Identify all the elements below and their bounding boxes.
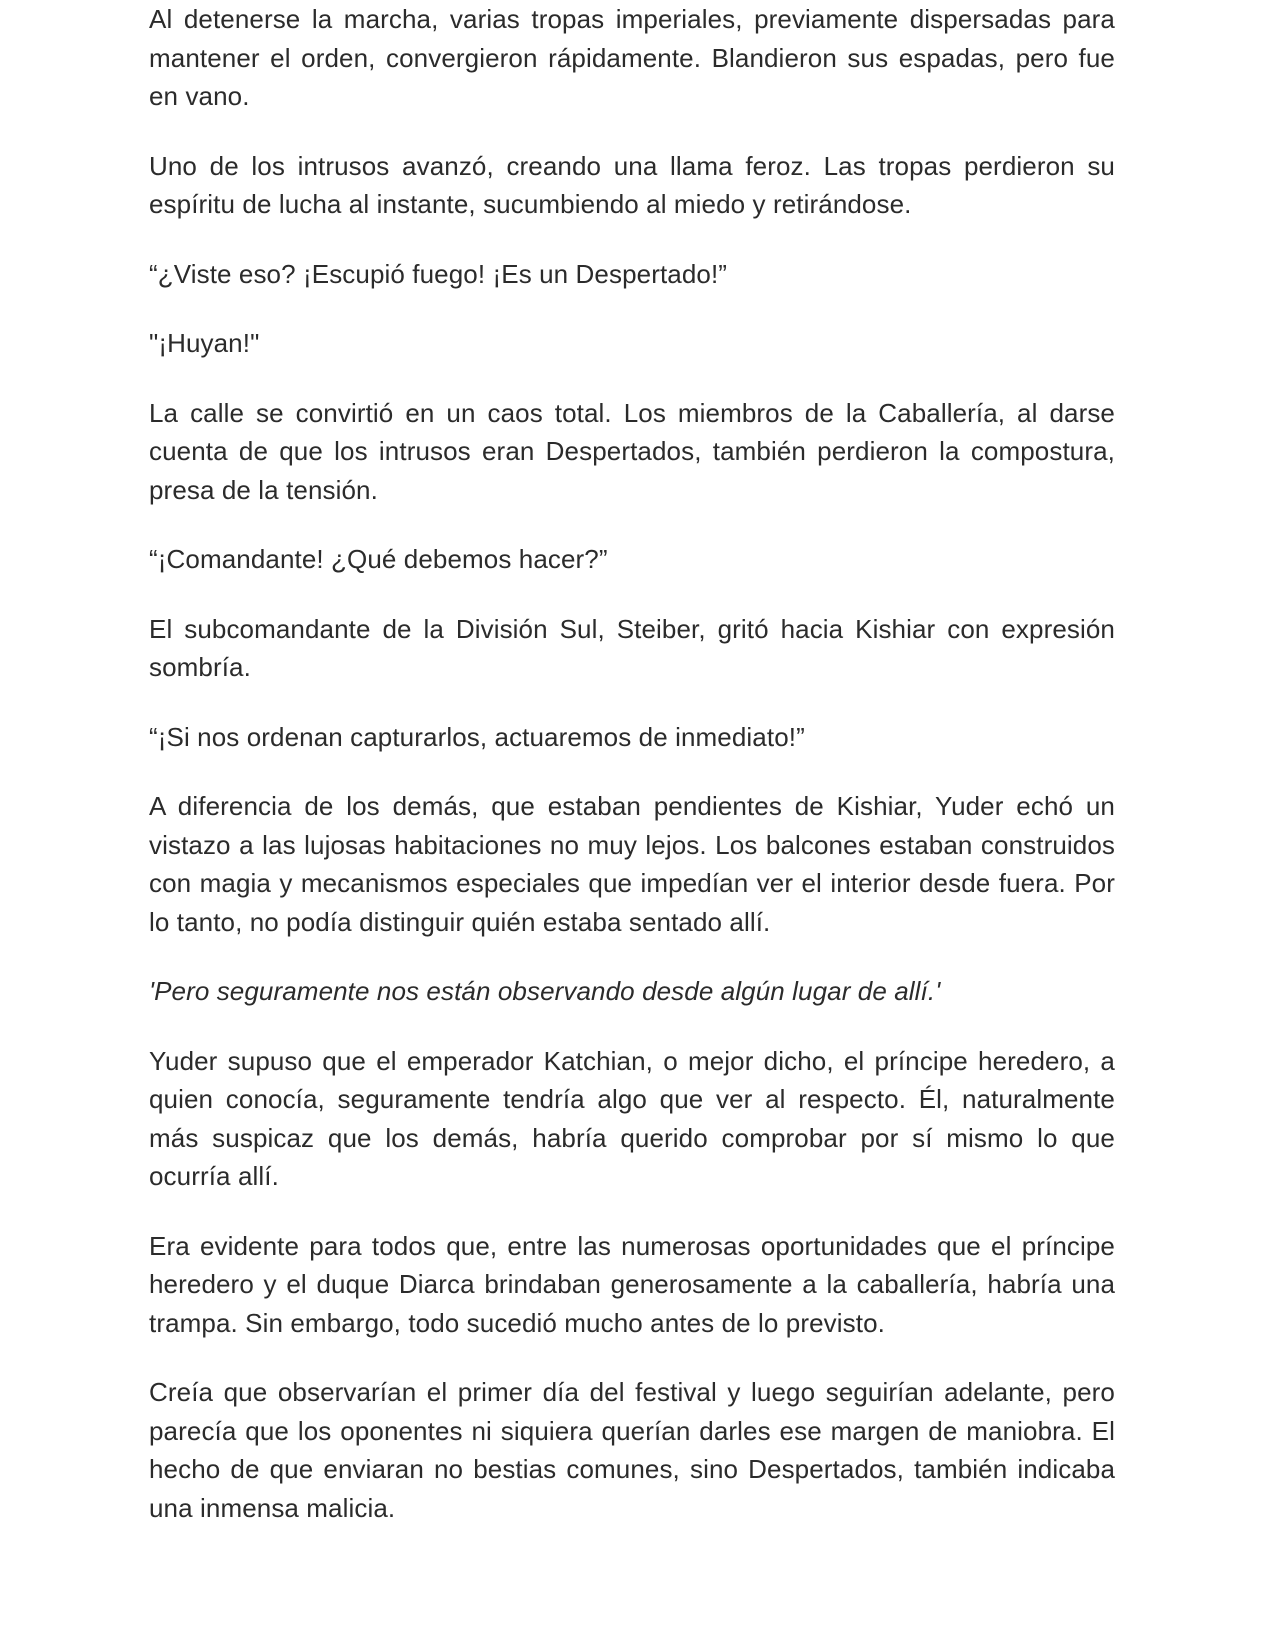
- dialogue-line: "¡Huyan!": [149, 328, 260, 358]
- dialogue-line: “¡Si nos ordenan capturarlos, actuaremos de inmediato!”: [149, 721, 805, 752]
- paragraph: Era evidente para todos que, entre las numerosas oportunidades que el príncipe heredero y el duque Diarca brindaban generosamente a la caballería, habría una trampa. Sin embargo, todo sucedió mucho antes de lo previsto.: [149, 1230, 1115, 1338]
- paragraph: A diferencia de los demás, que estaban pendientes de Kishiar, Yuder echó un vistazo a las lujosas habitaciones no muy lejos. Los balcones estaban construidos con magia y mecanismos especiales que impedían ver el interior desde fuera. Por lo tanto, no podía distinguir quién estaba sentado allí.: [149, 791, 1115, 937]
- paragraph: El subcomandante de la División Sul, Steiber, gritó hacia Kishiar con expresión sombría.: [149, 613, 1115, 682]
- paragraph: La calle se convirtió en un caos total. Los miembros de la Caballería, al darse cuenta de que los intrusos eran Despertados, también perdieron la compostura, presa de la tensión.: [149, 397, 1115, 505]
- inner-thought: 'Pero seguramente nos están observando desde algún lugar de allí.': [149, 976, 941, 1006]
- paragraph: Creía que observarían el primer día del festival y luego seguirían adelante, pero parecía que los oponentes ni siquiera querían darles ese margen de maniobra. El hecho de que enviaran no bestias comunes, sino Despertados, también indicaba una inmensa malicia.: [149, 1377, 1115, 1523]
- paragraph: Uno de los intrusos avanzó, creando una llama feroz. Las tropas perdieron su espíritu de lucha al instante, sucumbiendo al miedo y retirándose.: [149, 150, 1115, 219]
- dialogue-line: “¿Viste eso? ¡Escupió fuego! ¡Es un Despertado!”: [149, 258, 728, 289]
- paragraph: Al detenerse la marcha, varias tropas imperiales, previamente dispersadas para mantener el orden, convergieron rápidamente. Blandieron sus espadas, pero fue en vano.: [149, 4, 1115, 111]
- paragraph: Yuder supuso que el emperador Katchian, o mejor dicho, el príncipe heredero, a quien conocía, seguramente tendría algo que ver al respecto. Él, naturalmente más suspicaz que los demás, habría querido comprobar por sí mismo lo que ocurría allí.: [149, 1045, 1115, 1191]
- document-page: [149, 0, 1115, 1558]
- dialogue-line: “¡Comandante! ¿Qué debemos hacer?”: [149, 544, 608, 574]
